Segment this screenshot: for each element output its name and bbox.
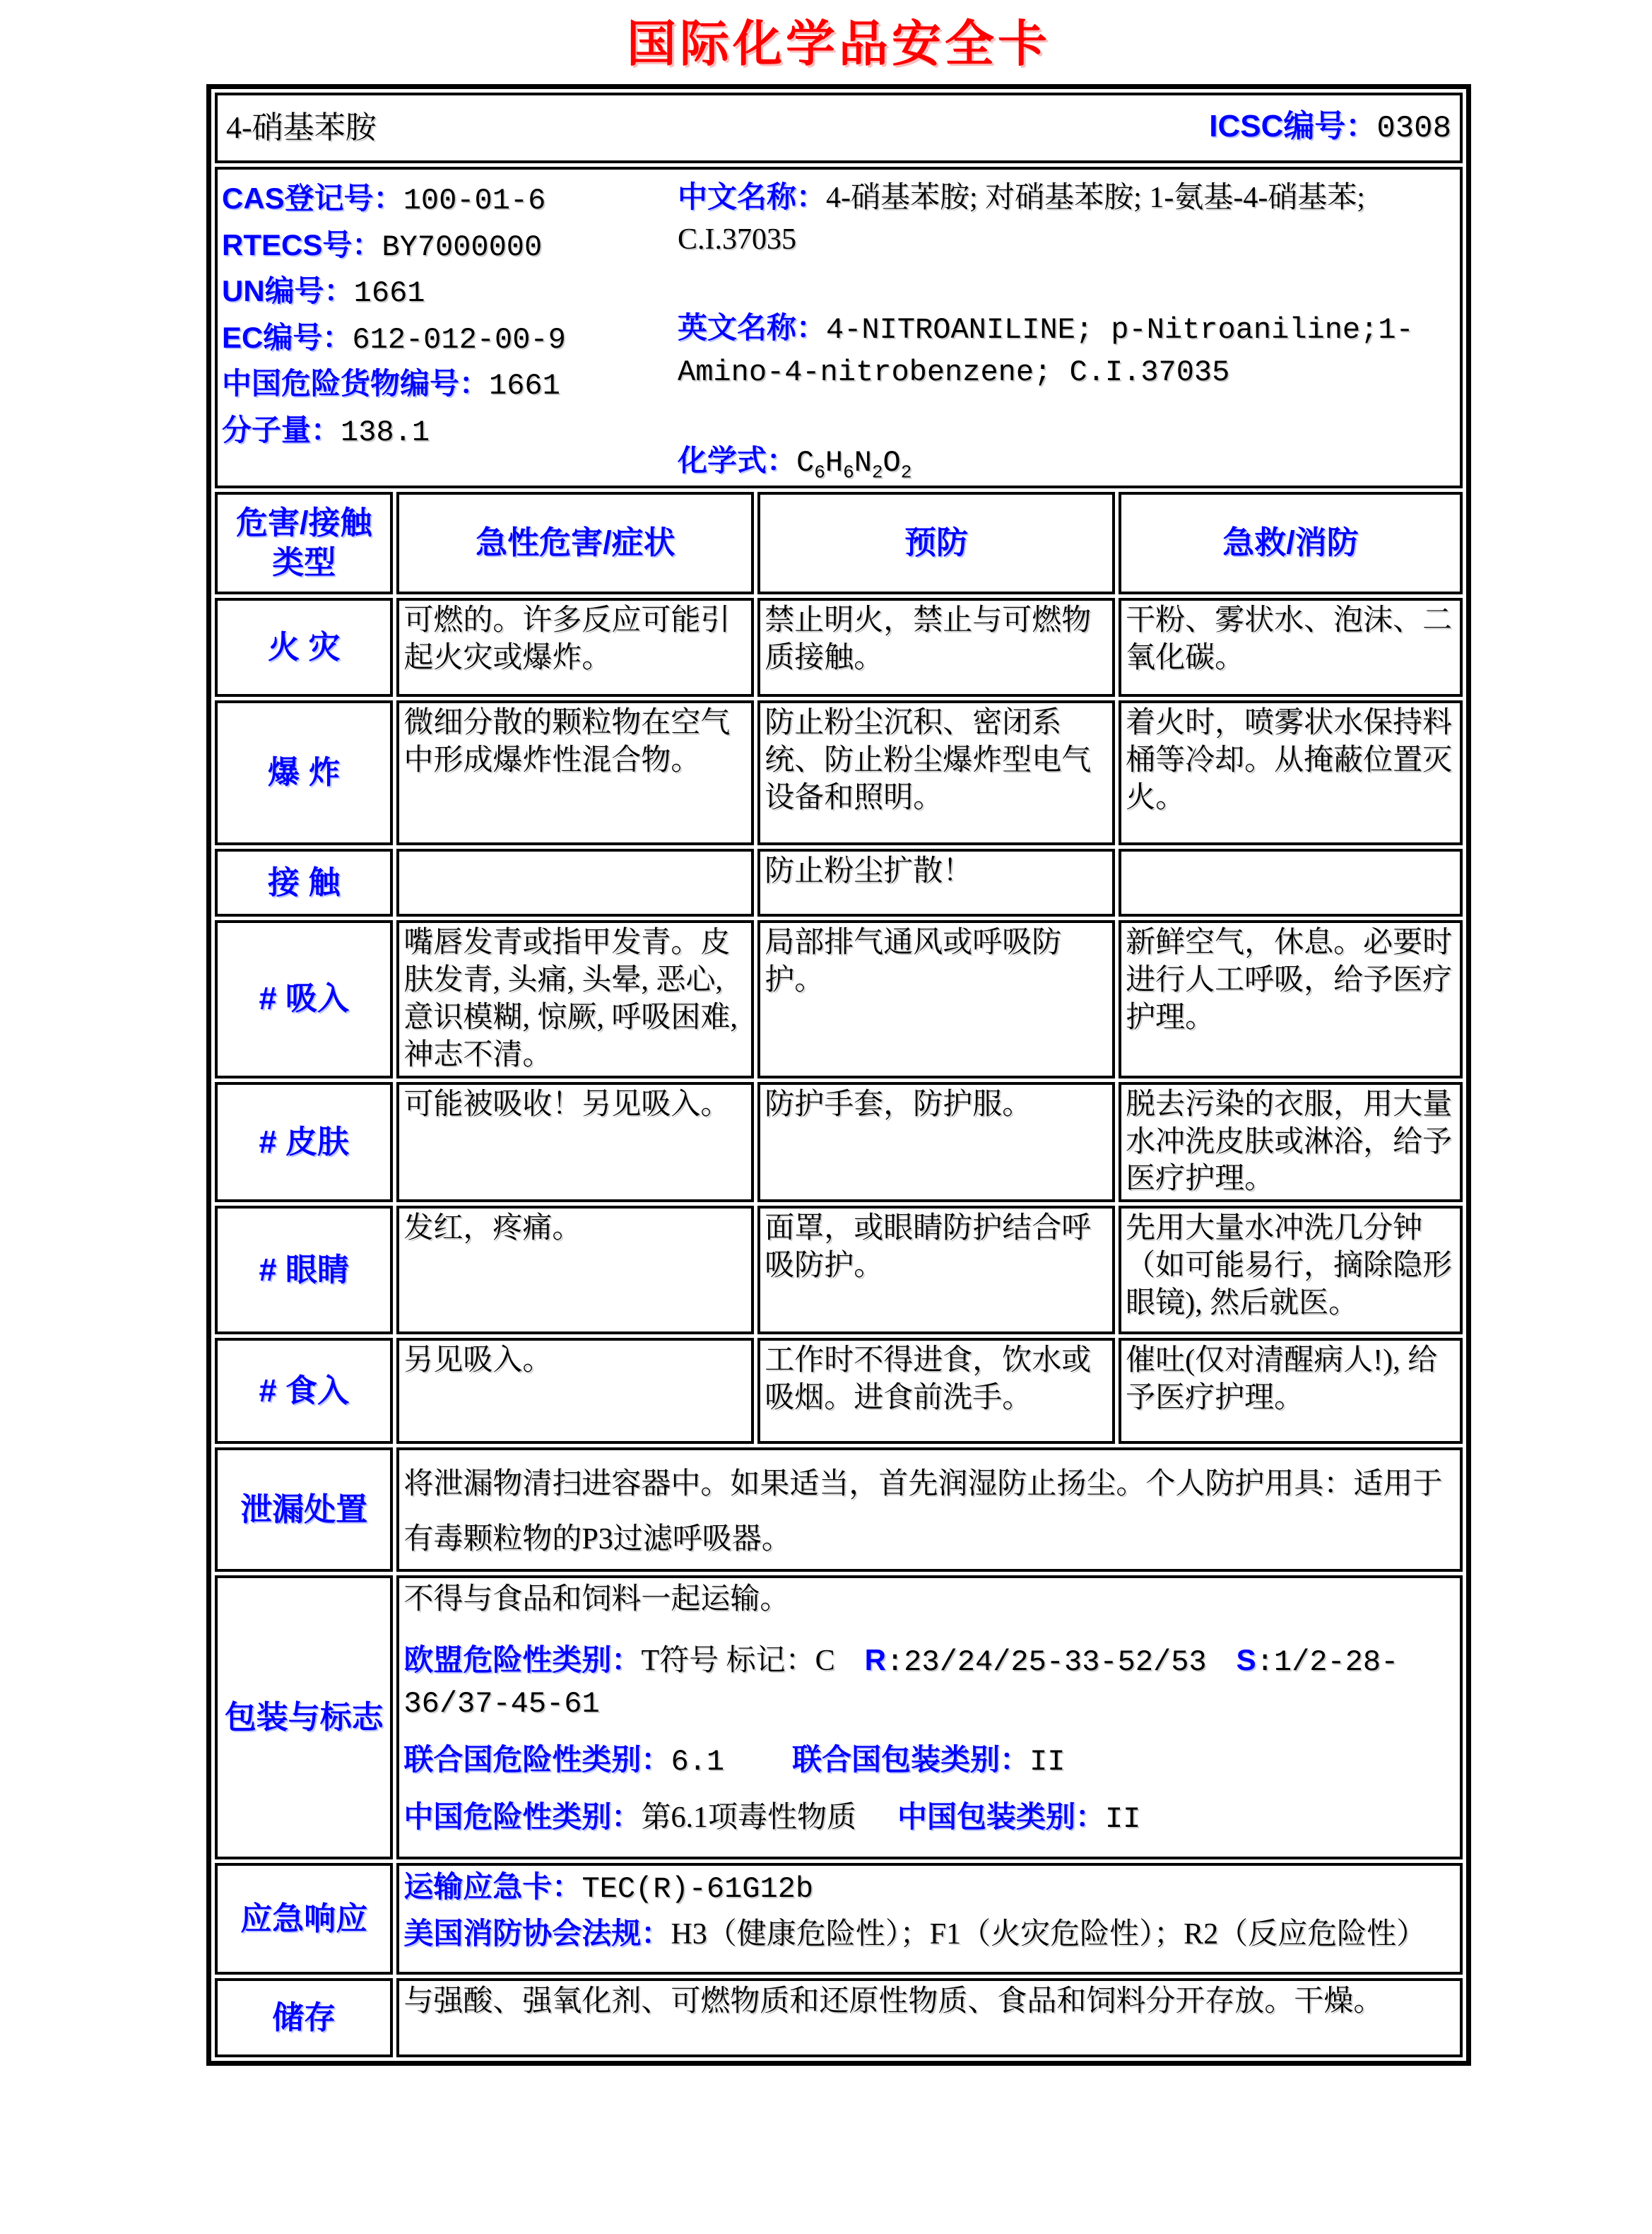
ingestion-hazard-text: 另见吸入。: [396, 1338, 754, 1444]
identifiers-cell: [215, 167, 1463, 488]
packaging-cell: [396, 1575, 1463, 1859]
eyes-row: [215, 1206, 1463, 1334]
cn-pack-group-value: II: [1104, 1802, 1141, 1837]
name-list: [678, 177, 1456, 484]
english-name-value: 4-NITROANILINE; p-Nitroaniline;1-Amino-4-nitrobenzene; C.I.37035: [678, 312, 1414, 390]
chemical-name: 4-硝基苯胺: [226, 110, 377, 146]
ec-number-label: EC编号：: [222, 320, 353, 354]
rtecs-number-value: BY7000000: [382, 230, 543, 264]
formula-value: $C_6H_6N_2O_2$: [796, 446, 912, 483]
eu-class-label: 欧盟危险性类别：: [403, 1643, 642, 1677]
identifiers-layout: [222, 171, 1456, 484]
cn-class-value: 第6.1项毒性物质: [641, 1801, 856, 1835]
formula-label: 化学式：: [678, 444, 797, 478]
identifier-list: [222, 177, 678, 484]
spill-text: 将泄漏物清扫进容器中。如果适当，首先润湿防止扬尘。个人防护用具：适用于有毒颗粒物的P3过滤呼吸器。: [396, 1447, 1463, 1571]
nfpa-line: [403, 1914, 1456, 1955]
fire-response-text: 干粉、雾状水、泡沫、二氧化碳。: [1119, 598, 1463, 697]
molecular-weight-value: 138.1: [341, 415, 430, 449]
header-firstaid-firefighting: 急救/消防: [1119, 492, 1463, 594]
fire-row: [215, 598, 1463, 697]
eyes-prevention-text: 面罩，或眼睛防护结合呼吸防护。: [757, 1206, 1115, 1334]
inhalation-prevention-text: 局部排气通风或呼吸防护。: [757, 920, 1115, 1078]
contact-hazard-text: [396, 849, 754, 917]
un-class-value: 6.1: [671, 1744, 725, 1779]
card-name-cell: [215, 93, 1463, 163]
rtecs-number-label: RTECS号：: [222, 228, 382, 261]
s-phrases-label: S: [1236, 1643, 1256, 1677]
packaging-transport-note: 不得与食品和饲料一起运输。: [403, 1582, 790, 1616]
header-acute-hazards: 急性危害/症状: [396, 492, 754, 594]
rtecs-number-line: [222, 223, 678, 270]
s-phrases-value: :1/2-28-36/37-45-61: [403, 1645, 1399, 1722]
english-name-line: [678, 307, 1456, 394]
eyes-type-label: # 眼睛: [215, 1206, 393, 1334]
eu-classification-line: [403, 1640, 1456, 1724]
fire-hazard-text: 可燃的。许多反应可能引起火灾或爆炸。: [396, 598, 754, 697]
inhalation-row: [215, 920, 1463, 1078]
hazards-header-row: [215, 492, 1463, 594]
inhalation-type-label: # 吸入: [215, 920, 393, 1078]
inhalation-response-text: 新鲜空气，休息。必要时进行人工呼吸，给予医疗护理。: [1119, 920, 1463, 1078]
packaging-row: [215, 1575, 1463, 1859]
storage-text: 与强酸、强氧化剂、可燃物质和还原性物质、食品和饲料分开存放。干燥。: [396, 1978, 1463, 2057]
molecular-weight-line: [222, 408, 678, 455]
ingestion-row: [215, 1338, 1463, 1444]
un-classification-line: [403, 1740, 1456, 1782]
emergency-label: 应急响应: [215, 1863, 393, 1975]
storage-label: 储存: [215, 1978, 393, 2057]
un-pack-group-label: 联合国包装类别：: [792, 1742, 1030, 1776]
icsc-number-group: [1209, 107, 1451, 148]
eu-class-value: T符号 标记：C: [641, 1645, 835, 1678]
un-pack-group-value: II: [1029, 1744, 1066, 1779]
chinese-name-label: 中文名称：: [678, 180, 827, 213]
ingestion-response-text: 催吐(仅对清醒病人!), 给予医疗护理。: [1119, 1338, 1463, 1444]
un-number-value: 1661: [353, 276, 425, 311]
r-phrases-label: R: [864, 1643, 886, 1677]
ingestion-type-label: # 食入: [215, 1338, 393, 1444]
chinese-name-line: [678, 177, 1456, 261]
cas-number-line: [222, 177, 678, 223]
contact-row: [215, 849, 1463, 917]
molecular-weight-label: 分子量：: [222, 413, 341, 447]
cn-class-label: 中国危险性类别：: [403, 1800, 642, 1834]
identifiers-row: [215, 167, 1463, 488]
eyes-response-text: 先用大量水冲洗几分钟（如可能易行，摘除隐形眼镜), 然后就医。: [1119, 1206, 1463, 1334]
packaging-label: 包装与标志: [215, 1575, 393, 1859]
formula-line: [678, 440, 1456, 484]
skin-response-text: 脱去污染的衣服，用大量水冲洗皮肤或淋浴，给予医疗护理。: [1119, 1082, 1463, 1203]
contact-prevention-text: 防止粉尘扩散！: [757, 849, 1115, 917]
fire-type-label: 火 灾: [215, 598, 393, 697]
skin-hazard-text: 可能被吸收！另见吸入。: [396, 1082, 754, 1203]
cn-pack-group-label: 中国包装类别：: [897, 1800, 1105, 1834]
tec-card-value: TEC(R)-61G12b: [582, 1872, 814, 1907]
un-class-label: 联合国危险性类别：: [403, 1742, 671, 1776]
card-name-flex: [222, 107, 1456, 148]
cas-number-label: CAS登记号：: [222, 182, 403, 215]
un-number-line: [222, 269, 678, 316]
cas-number-value: 100-01-6: [403, 184, 546, 218]
explosion-prevention-text: 防止粉尘沉积、密闭系统、防止粉尘爆炸型电气设备和照明。: [757, 700, 1115, 845]
explosion-type-label: 爆 炸: [215, 700, 393, 845]
explosion-row: [215, 700, 1463, 845]
page-title: 国际化学品安全卡: [627, 16, 1051, 71]
contact-type-label: 接 触: [215, 849, 393, 917]
skin-row: [215, 1082, 1463, 1203]
nfpa-label: 美国消防协会法规：: [403, 1916, 671, 1950]
explosion-response-text: 着火时，喷雾状水保持料桶等冷却。从掩蔽位置灭火。: [1119, 700, 1463, 845]
card-name-row: [215, 93, 1463, 163]
tec-card-line: [403, 1867, 1456, 1910]
contact-response-text: [1119, 849, 1463, 917]
spill-row: [215, 1447, 1463, 1571]
cn-dg-number-value: 1661: [489, 369, 560, 404]
r-phrases-value: :23/24/25-33-52/53: [885, 1645, 1207, 1680]
cn-dg-number-label: 中国危险货物编号：: [222, 367, 490, 401]
un-number-label: UN编号：: [222, 274, 354, 308]
header-hazard-type: 危害/接触类型: [215, 492, 393, 594]
icsc-number-value: 0308: [1376, 111, 1451, 147]
skin-prevention-text: 防护手套，防护服。: [757, 1082, 1115, 1203]
ingestion-prevention-text: 工作时不得进食，饮水或吸烟。进食前洗手。: [757, 1338, 1115, 1444]
icsc-card-table: [206, 84, 1471, 2066]
explosion-hazard-text: 微细分散的颗粒物在空气中形成爆炸性混合物。: [396, 700, 754, 845]
english-name-label: 英文名称：: [678, 310, 827, 344]
spill-label: 泄漏处置: [215, 1447, 393, 1571]
ec-number-line: [222, 316, 678, 363]
header-prevention: 预防: [757, 492, 1115, 594]
icsc-number-label: ICSC编号：: [1209, 109, 1377, 144]
eyes-hazard-text: 发红，疼痛。: [396, 1206, 754, 1334]
cn-classification-line: [403, 1797, 1456, 1840]
emergency-cell: [396, 1863, 1463, 1975]
tec-card-label: 运输应急卡：: [403, 1870, 582, 1904]
chinese-name-value: 4-硝基苯胺; 对硝基苯胺; 1-氨基-4-硝基苯; C.I.37035: [678, 182, 1365, 256]
skin-type-label: # 皮肤: [215, 1082, 393, 1203]
emergency-row: [215, 1863, 1463, 1975]
nfpa-value: H3（健康危险性）；F1（火灾危险性）；R2（反应危险性）: [671, 1917, 1427, 1951]
ec-number-value: 612-012-00-9: [352, 322, 566, 357]
storage-row: [215, 1978, 1463, 2057]
cn-dg-number-line: [222, 362, 678, 408]
fire-prevention-text: 禁止明火，禁止与可燃物质接触。: [757, 598, 1115, 697]
inhalation-hazard-text: 嘴唇发青或指甲发青。皮肤发青, 头痛, 头晕, 恶心, 意识模糊, 惊厥, 呼吸困难, 神志不清。: [396, 920, 754, 1078]
